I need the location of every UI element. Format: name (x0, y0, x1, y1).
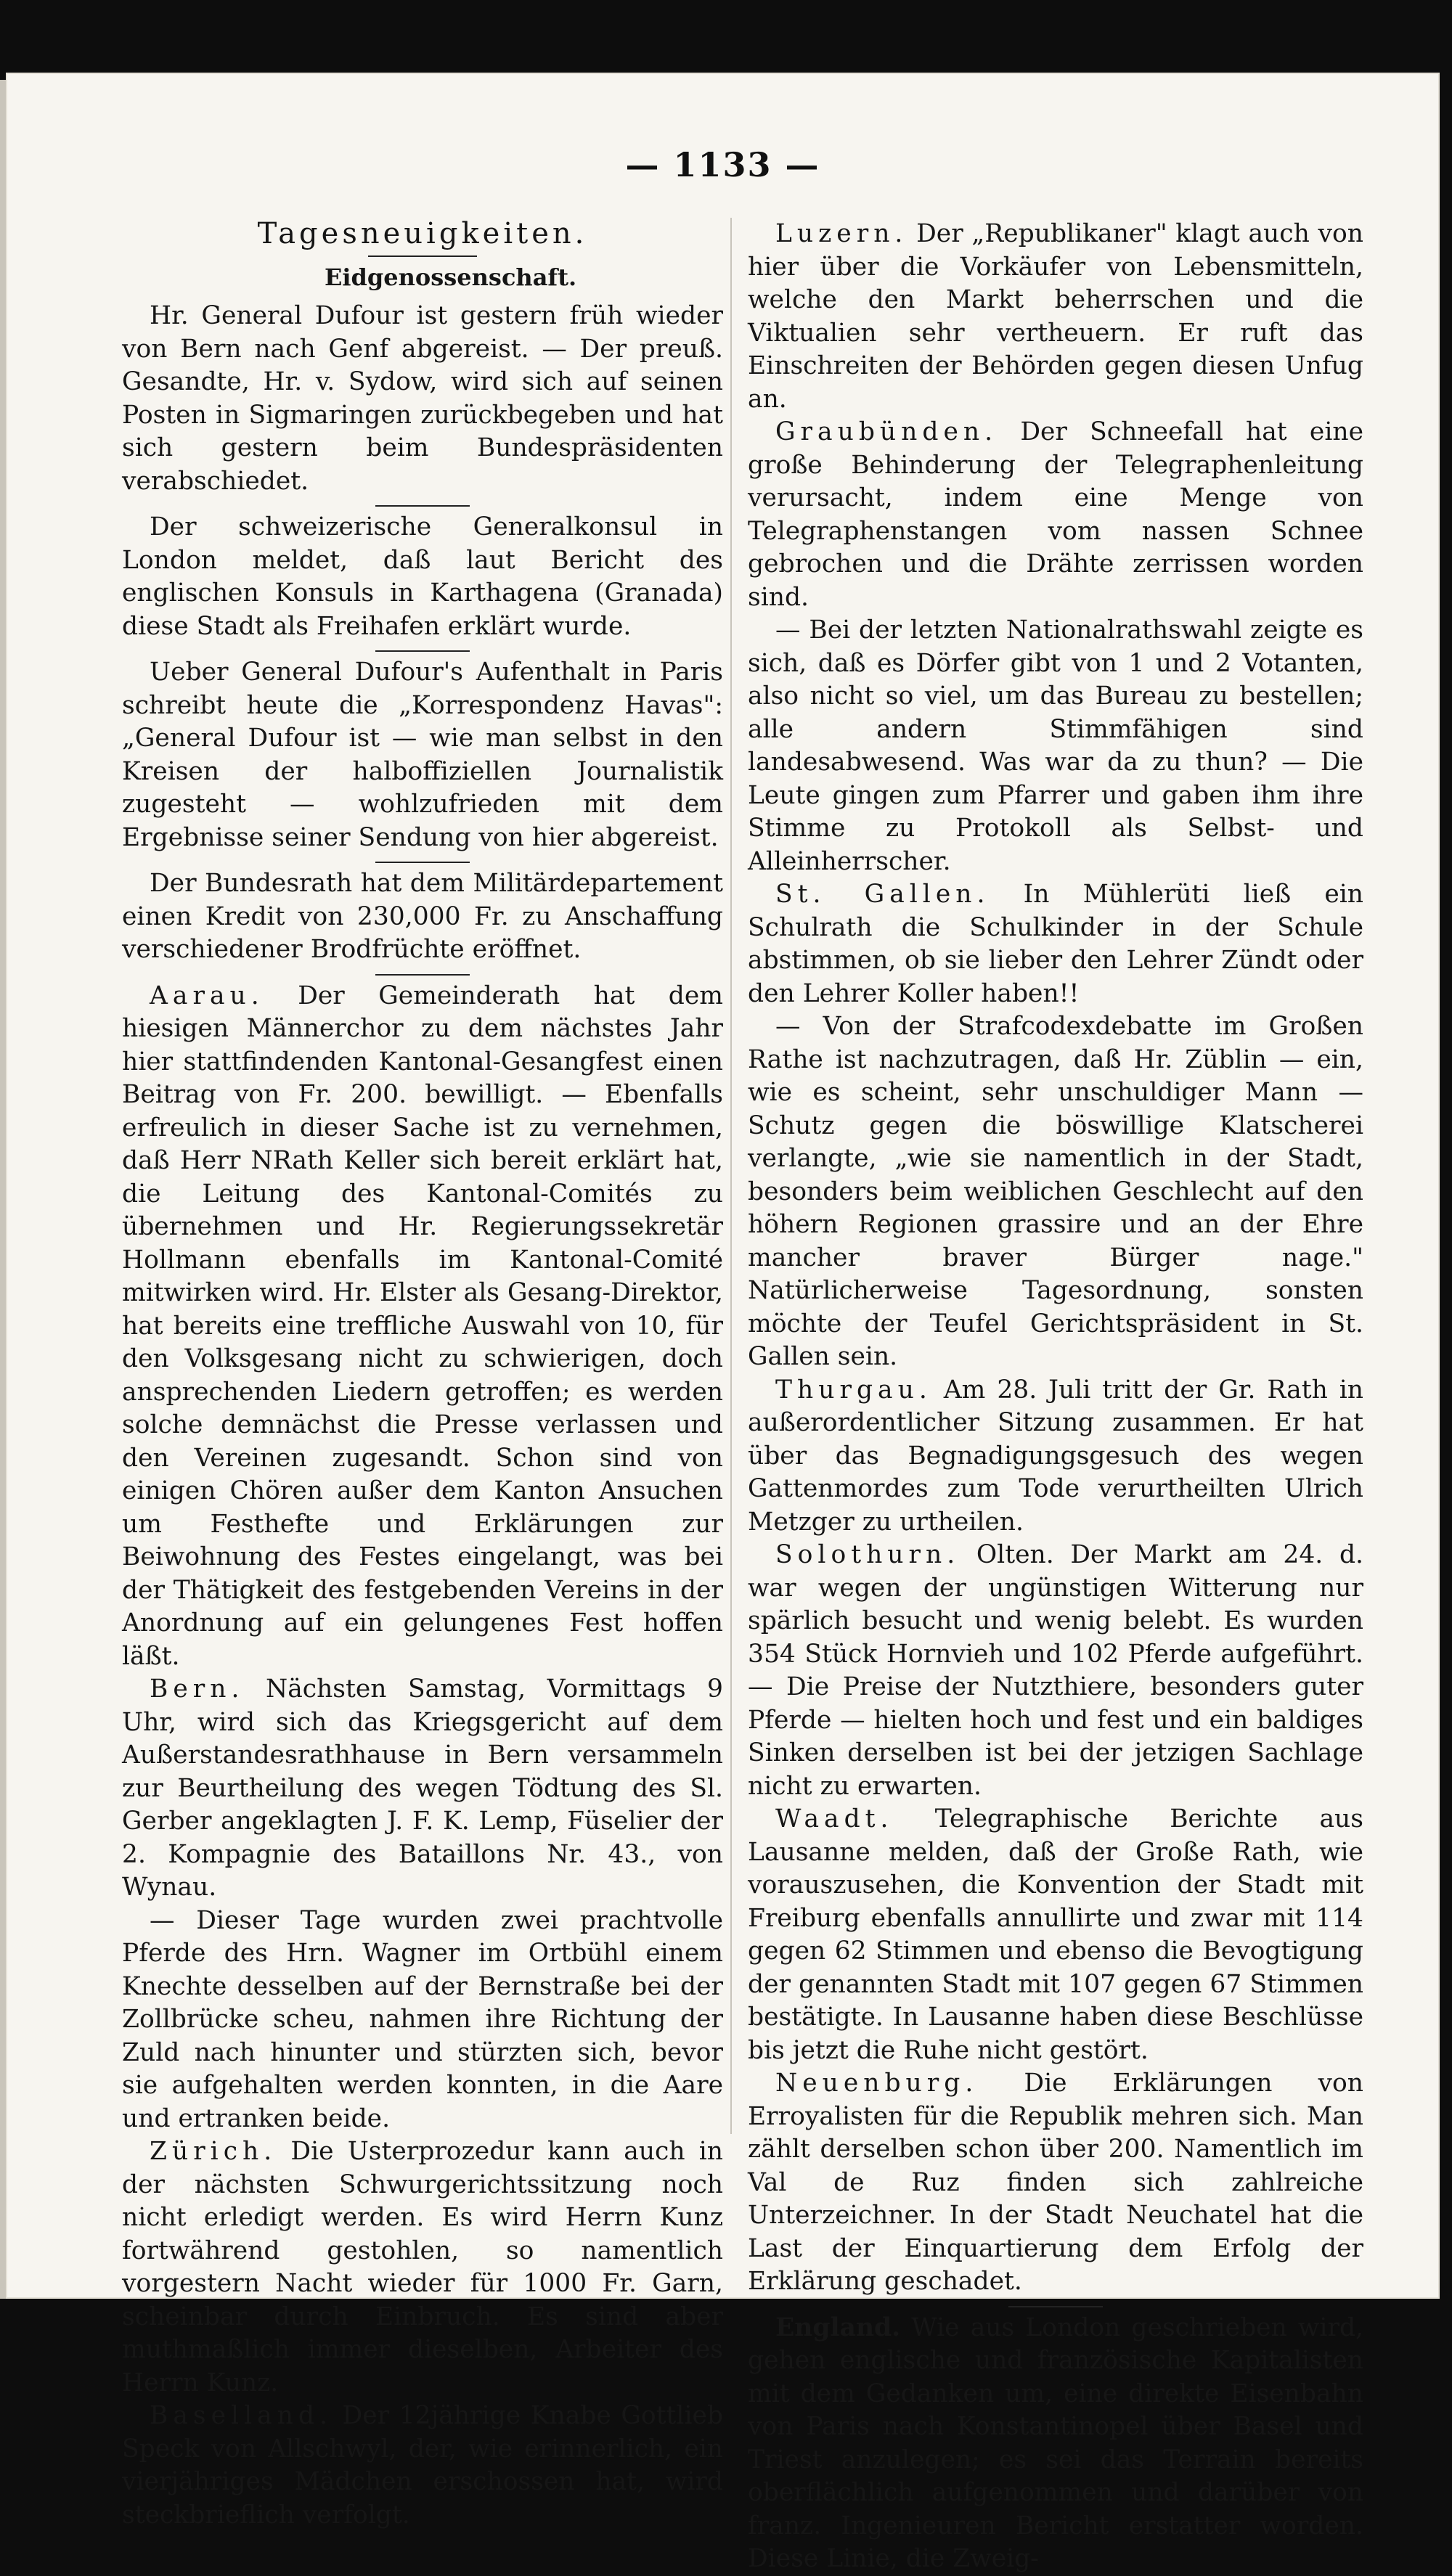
article-paragraph (748, 416, 1363, 614)
place-name: Solothurn. (775, 1540, 960, 1569)
page-number: — 1133 — (625, 145, 820, 184)
place-name: Bern. (150, 1675, 245, 1704)
article-text: Die Erklärungen von Erroyalisten für die Republik mehren sich. Man zählt derselben schon über 200. Namentlich im Val de Ruz finden sich zahlreiche Unterzeichner. In der Stadt Neuchatel hat die Last der Einquartierung dem Erfolg der Erklärung geschadet. (748, 2069, 1363, 2296)
article-paragraph (122, 1673, 723, 1905)
place-name: Zürich. (150, 2137, 277, 2166)
place-name: St. Gallen. (775, 880, 990, 909)
article-paragraph: Hr. General Dufour ist gestern früh wieder von Bern nach Genf abgereist. — Der preuß. Gesandte, Hr. v. Sydow, wird sich auf seinen Posten in Sigmaringen zurückbegeben und hat sich gestern beim Bundespräsidenten verabschiedet. (122, 301, 723, 496)
article-paragraph (748, 878, 1363, 1010)
article-text: Der Gemeinderath hat dem hiesigen Männerchor zu dem nächstes Jahr hier stattfindenden Kantonal-Gesangfest einen Beitrag von Fr. 200. bewilligt. — Ebenfalls erfreulich in dieser Sache ist zu vernehmen, daß Herr NRath Keller sich bereit erklärt hat, die Leitung des Kantonal-Comités zu übernehmen und Hr. Regierungssekretär Hollmann ebenfalls im Kantonal-Comité mitwirken wird. Hr. Elster als Gesang-Direktor, hat bereits eine treffliche Auswahl von 10, für den Volksgesang nicht zu schwierigen, doch ansprechenden Liedern getroffen; es werden solche demnächst die Presse verlassen und den Vereinen zugesandt. Schon sind von einigen Chören außer dem Kanton Ansuchen um Festhefte und Erklärungen zur Beiwohnung des Festes eingelangt, was bei der Thätigkeit des festgebenden Vereins in der Anordnung auf ein gelungenes Fest hoffen läßt. (122, 981, 723, 1671)
left-column (122, 218, 723, 2532)
separator (375, 505, 470, 507)
article-text: Nächsten Samstag, Vormittags 9 Uhr, wird sich das Kriegsgericht auf dem Außerstandesrathhause in Bern versammeln zur Beurtheilung des wegen Tödtung des Sl. Gerber angeklagten J. F. K. Lemp, Füselier der 2. Kompagnie des Bataillons Nr. 43., von Wynau. (122, 1675, 724, 1902)
article-paragraph: Der schweizerische Generalkonsul in London meldet, daß laut Bericht des englischen Konsuls in Karthagena (Granada) diese Stadt als Freihafen erklärt wurde. (122, 512, 723, 641)
place-name: Neuenburg. (775, 2069, 979, 2098)
separator (375, 974, 470, 976)
section-heading (325, 255, 577, 295)
article-paragraph: — Dieser Tage wurden zwei prachtvolle Pferde des Hrn. Wagner im Ortbühl einem Knechte desselben auf der Bernstraße bei der Zollbrücke scheu, nahmen ihre Richtung der Zuld nach hinunter und stürzten sich, bevor sie aufgehalten werden konnten, in die Aare und ertranken beide. (122, 1905, 723, 2133)
place-name: Luzern. (775, 219, 908, 248)
article-paragraph: Ueber General Dufour's Aufenthalt in Paris schreibt heute die „Korrespondenz Havas": „General Dufour ist — wie man selbst in den Kreisen der halboffiziellen Journalistik zugesteht — wohlzufrieden mit dem Ergebnisse seiner Sendung von hier abgereist. (122, 658, 723, 852)
article-text: Olten. Der Markt am 24. d. war wegen der ungünstigen Witterung nur spärlich besucht und wenig belebt. Es wurden 354 Stück Hornvieh und 102 Pferde aufgeführt. — Die Preise der Nutzthiere, besonders guter Pferde — hielten hoch und fest und ein baldiges Sinken derselben ist bei der jetzigen Sachlage nicht zu erwarten. (748, 1540, 1364, 1801)
article-text: Wie aus London geschrieben wird, gehen englische und französische Kapitalisten mit dem Gedanken um, eine direkte Eisenbahn von Paris nach Konstantinopel über Basel und Triest anzulegen; es sei das Terrain bereits oberflächlich aufgenommen und darüber von franz. Ingenieuren Bericht erstatter worden. Diese Linie, die Zweig- (748, 2313, 1363, 2573)
place-name: Baselland. (150, 2401, 333, 2430)
place-name: Thurgau. (775, 1375, 932, 1404)
right-column (748, 218, 1363, 2576)
article-paragraph (122, 2135, 723, 2400)
separator (375, 650, 470, 652)
article-text: Der Schneefall hat eine große Behinderung der Telegraphenleitung verursacht, indem eine Menge von Telegraphenstangen vom nassen Schnee gebrochen und die Drähte zerrissen worden sind. (748, 417, 1363, 612)
article-paragraph: — Bei der letzten Nationalrathswahl zeigte es sich, daß es Dörfer gibt von 1 und 2 Votanten, also nicht so viel, um das Bureau zu bestellen; alle andern Stimmfähigen sind landesabwesend. Was war da zu thun? — Die Leute gingen zum Pfarrer und gaben ihm ihre Stimme zu Protokoll als Selbst- und Alleinherrscher. (748, 616, 1363, 876)
article-text: Der 12jährige Knabe Gottlieb Speck von Allschwyl, der, wie erinnerlich, ein vierjähriges Mädchen erschossen hat, wird steckbrieflich verfolgt. (122, 2401, 723, 2530)
article-paragraph (748, 1374, 1363, 1540)
article-text: Der „Republikaner" klagt auch von hier über die Vorkäufer von Lebensmitteln, welche den Markt beherrschen und die Viktualien sehr vertheuern. Er ruft das Einschreiten der Behörden gegen diesen Unfug an. (748, 219, 1363, 414)
article-paragraph (748, 218, 1363, 416)
article-paragraph: — Von der Strafcodexdebatte im Großen Rathe ist nachzutragen, daß Hr. Züblin — ein, wie es scheint, sehr unschuldiger Mann — Schutz gegen die böswillige Klatscherei verlangte, „wie sie namentlich in der Stadt, besonders beim weiblichen Geschlecht auf den höhern Regionen grassire und an der Ehre mancher braver Bürger nage." Natürlicherweise Tagesordnung, sonsten möchte der Teufel Gerichtspräsident in St. Gallen sein. (748, 1012, 1363, 1371)
article-paragraph (748, 1539, 1363, 1803)
section-title: Tagesneuigkeiten. (257, 217, 588, 250)
article-text: Telegraphische Berichte aus Lausanne melden, daß der Große Rath, wie vorauszusehen, die Konvention der Stadt mit Freiburg ebenfalls annullirte und zwar mit 114 gegen 62 Stimmen und ebenso die Bevogtigung der genannten Stadt mit 107 gegen 67 Stimmen bestätigte. In Lausanne haben diese Beschlüsse bis jetzt die Ruhe nicht gestört. (748, 1804, 1363, 2065)
country-heading: England. (775, 2313, 901, 2342)
article-text: Am 28. Juli tritt der Gr. Rath in außerordentlicher Sitzung zusammen. Er hat über das Begnadigungsgesuch des wegen Gattenmordes zum Tode verurtheilten Ulrich Metzger zu urtheilen. (748, 1375, 1363, 1537)
article-paragraph (748, 2067, 1363, 2299)
place-name: Graubünden. (775, 417, 998, 446)
column-divider (730, 218, 732, 2134)
article-text: Die Usterprozedur kann auch in der nächsten Schwurgerichtssitzung noch nicht erledigt werden. Es wird Herrn Kunz fortwährend gestohlen, so namentlich vorgestern Nacht wieder für 1000 Fr. Garn, scheinbar durch Einbruch. Es sind aber muthmaßlich immer dieselben, Arbeiter des Herrn Kunz. (122, 2137, 724, 2397)
place-name: Waadt. (775, 1804, 894, 1833)
article-text: In Mühlerüti ließ ein Schulrath die Schulkinder in der Schule abstimmen, ob sie lieber den Lehrer Zündt oder den Lehrer Koller haben!! (748, 880, 1363, 1008)
article-paragraph (748, 1803, 1363, 2067)
article-paragraph (748, 2312, 1363, 2576)
place-name: Aarau. (150, 981, 264, 1010)
section-heading-text: Eidgenossenschaft. (325, 263, 577, 291)
article-paragraph (122, 980, 723, 1674)
separator (375, 862, 470, 863)
article-paragraph (122, 2400, 723, 2532)
separator (1008, 2306, 1103, 2307)
article-paragraph: Der Bundesrath hat dem Militärdepartement einen Kredit von 230,000 Fr. zu Anschaffung verschiedener Brodfrüchte eröffnet. (122, 869, 723, 964)
